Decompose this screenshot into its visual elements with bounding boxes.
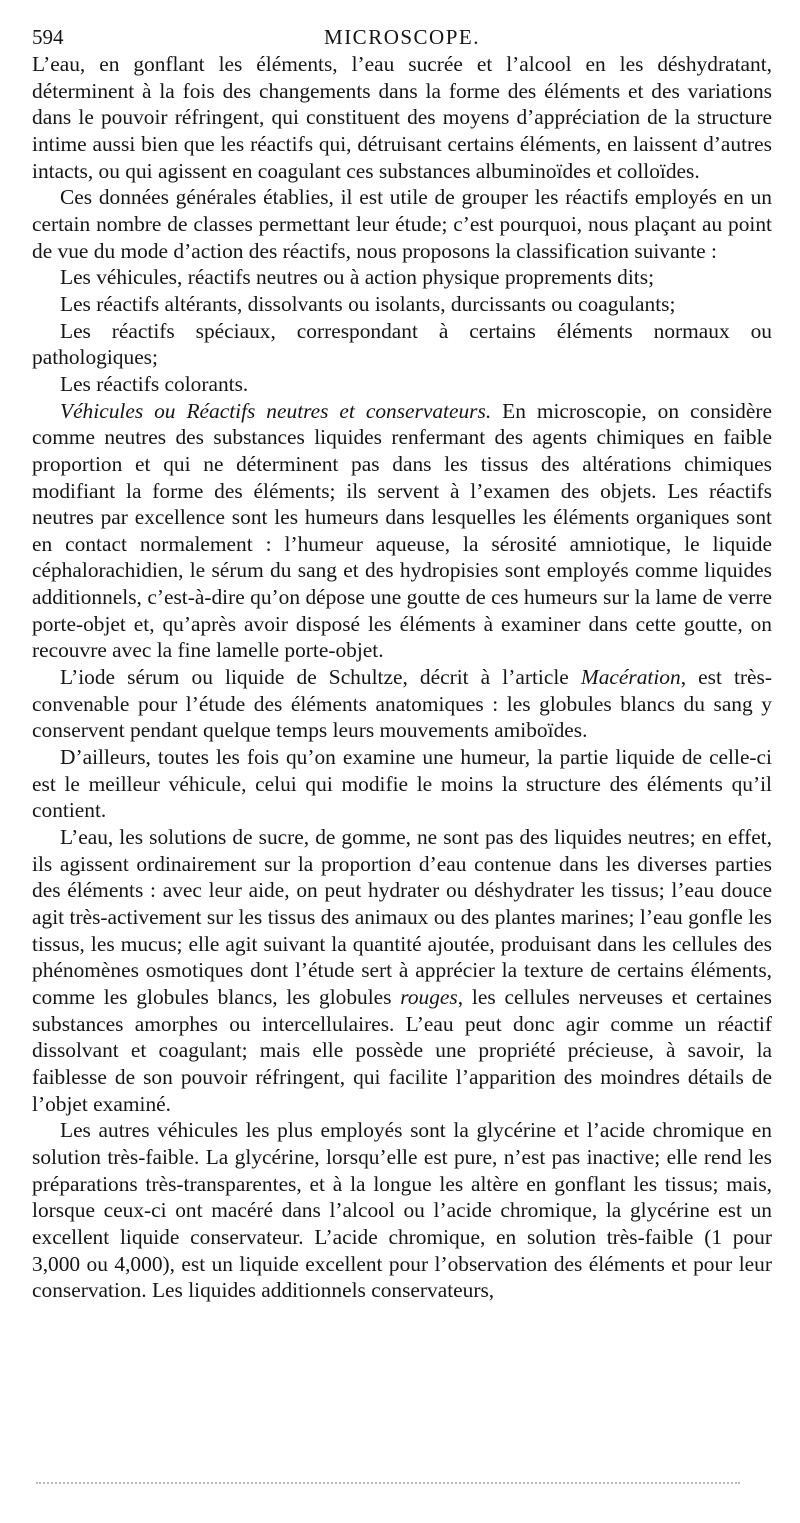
paragraph-text: Les autres véhicules les plus employés sont la glycérine et l’acide chromique en solution très-faible. La glycérine, lorsqu’elle est pure, n’est pas inactive; elle rend les préparations très-transparentes, et à la longue les altère en gonflant les tissus; mais, lorsque ceux-ci ont macéré dans l’alcool ou l’acide chromique, la glycérine est un excellent liquide conservateur. L’acide chromique, en solution très-faible (1 pour 3,000 ou 4,000), est un liquide excellent pour l’observation des éléments et pour leur conservation. Les liquides additionnels conservateurs, bbox=[32, 1118, 772, 1303]
paragraph bbox=[32, 51, 772, 184]
paragraph-text: L’iode sérum ou liquide de Schultze, décrit à l’article bbox=[60, 665, 581, 690]
paragraph-text: En microscopie, on considère comme neutres des substances liquides renfermant des agents chimiques en faible proportion et qui ne déterminent pas dans les tissus des altérations chimiques modifiant la forme des éléments; ils servent à l’examen des objets. Les réactifs neutres par excellence sont les humeurs dans lesquelles les éléments organiques sont en contact normalement : l’humeur aqueuse, la sérosité amniotique, le liquide céphalorachidien, le sérum du sang et des hydropisies sont employés comme liquides additionnels, c’est-à-dire qu’on dépose une goutte de ces humeurs sur la lame de verre porte-objet et, qu’après avoir disposé les éléments à examiner dans cette goutte, on recouvre avec la fine lamelle porte-objet. bbox=[32, 398, 772, 663]
paragraph-text: L’eau, les solutions de sucre, de gomme, ne sont pas des liquides neutres; en effet, ils agissent ordinairement sur la proportion d’eau contenue dans les diverses parties des éléments : avec leur aide, on peut hydrater ou déshydrater les tissus; l’eau douce agit très-activement sur les tissus des animaux ou des plantes marines; l’eau gonfle les tissus, les mucus; elle agit suivant la quantité ajoutée, produisant dans les cellules des phénomènes osmotiques dont l’étude sert à apprécier la texture de certains éléments, comme les globules blancs, les globules bbox=[32, 825, 772, 1009]
paragraph bbox=[32, 1117, 772, 1304]
classification-item bbox=[32, 371, 772, 398]
classification-item bbox=[32, 264, 772, 291]
footer-dotted-line bbox=[36, 1482, 740, 1486]
paragraph bbox=[32, 664, 772, 744]
paragraph bbox=[32, 824, 772, 1117]
paragraph bbox=[32, 398, 772, 665]
paragraph-text: Les réactifs altérants, dissolvants ou isolants, durcissants ou coagulants; bbox=[60, 291, 676, 316]
page-number: 594 bbox=[32, 25, 64, 49]
paragraph-text: L’eau, en gonflant les éléments, l’eau sucrée et l’alcool en les déshydratant, déterminent à la fois des changements dans la forme des éléments et des variations dans le pouvoir réfringent, qui constituent des moyens d’appréciation de la structure intime aussi bien que les réactifs qui, détruisant certains éléments, en laissent d’autres intacts, ou qui agissent en coagulant ces substances albuminoïdes et colloïdes. bbox=[32, 52, 772, 183]
body-text bbox=[32, 51, 772, 1304]
paragraph-text: , les cellules nerveuses et certaines substances amorphes ou intercellulaires. L’eau peut donc agir comme un réactif dissolvant et coagulant; mais elle possède une propriété précieuse, à savoir, la faiblesse de son pouvoir réfringent, qui facilite l’apparition des moindres détails de l’objet examiné. bbox=[32, 984, 772, 1116]
paragraph bbox=[32, 744, 772, 824]
italic-term: Macération bbox=[580, 665, 681, 690]
paragraph-text: D’ailleurs, toutes les fois qu’on examine une humeur, la partie liquide de celle-ci est le meilleur véhicule, celui qui modifie le moins la structure des éléments qu’il contient. bbox=[32, 745, 772, 823]
paragraph-text: Les réactifs spéciaux, correspondant à certains éléments normaux ou pathologiques; bbox=[32, 318, 772, 370]
paragraph bbox=[32, 184, 772, 264]
page-header bbox=[32, 24, 772, 50]
paragraph-text: Ces données générales établies, il est utile de grouper les réactifs employés en un certain nombre de classes permettant leur étude; c’est pourquoi, nous plaçant au point de vue du mode d’action des réactifs, nous proposons la classification suivante : bbox=[32, 185, 772, 263]
paragraph-text: , est très-convenable pour l’étude des éléments anatomiques : les globules blancs du sang y conservent pendant quelque temps leurs mouvements amiboïdes. bbox=[32, 665, 772, 743]
paragraph-text: Les véhicules, réactifs neutres ou à action physique proprements dits; bbox=[60, 265, 655, 290]
classification-item bbox=[32, 291, 772, 318]
classification-item bbox=[32, 318, 772, 371]
italic-term: Véhicules ou Réactifs neutres et conservateurs. bbox=[60, 398, 492, 423]
running-title: MICROSCOPE. bbox=[324, 25, 480, 49]
italic-term: rouges bbox=[400, 984, 458, 1009]
paragraph-text: Les réactifs colorants. bbox=[60, 371, 249, 396]
